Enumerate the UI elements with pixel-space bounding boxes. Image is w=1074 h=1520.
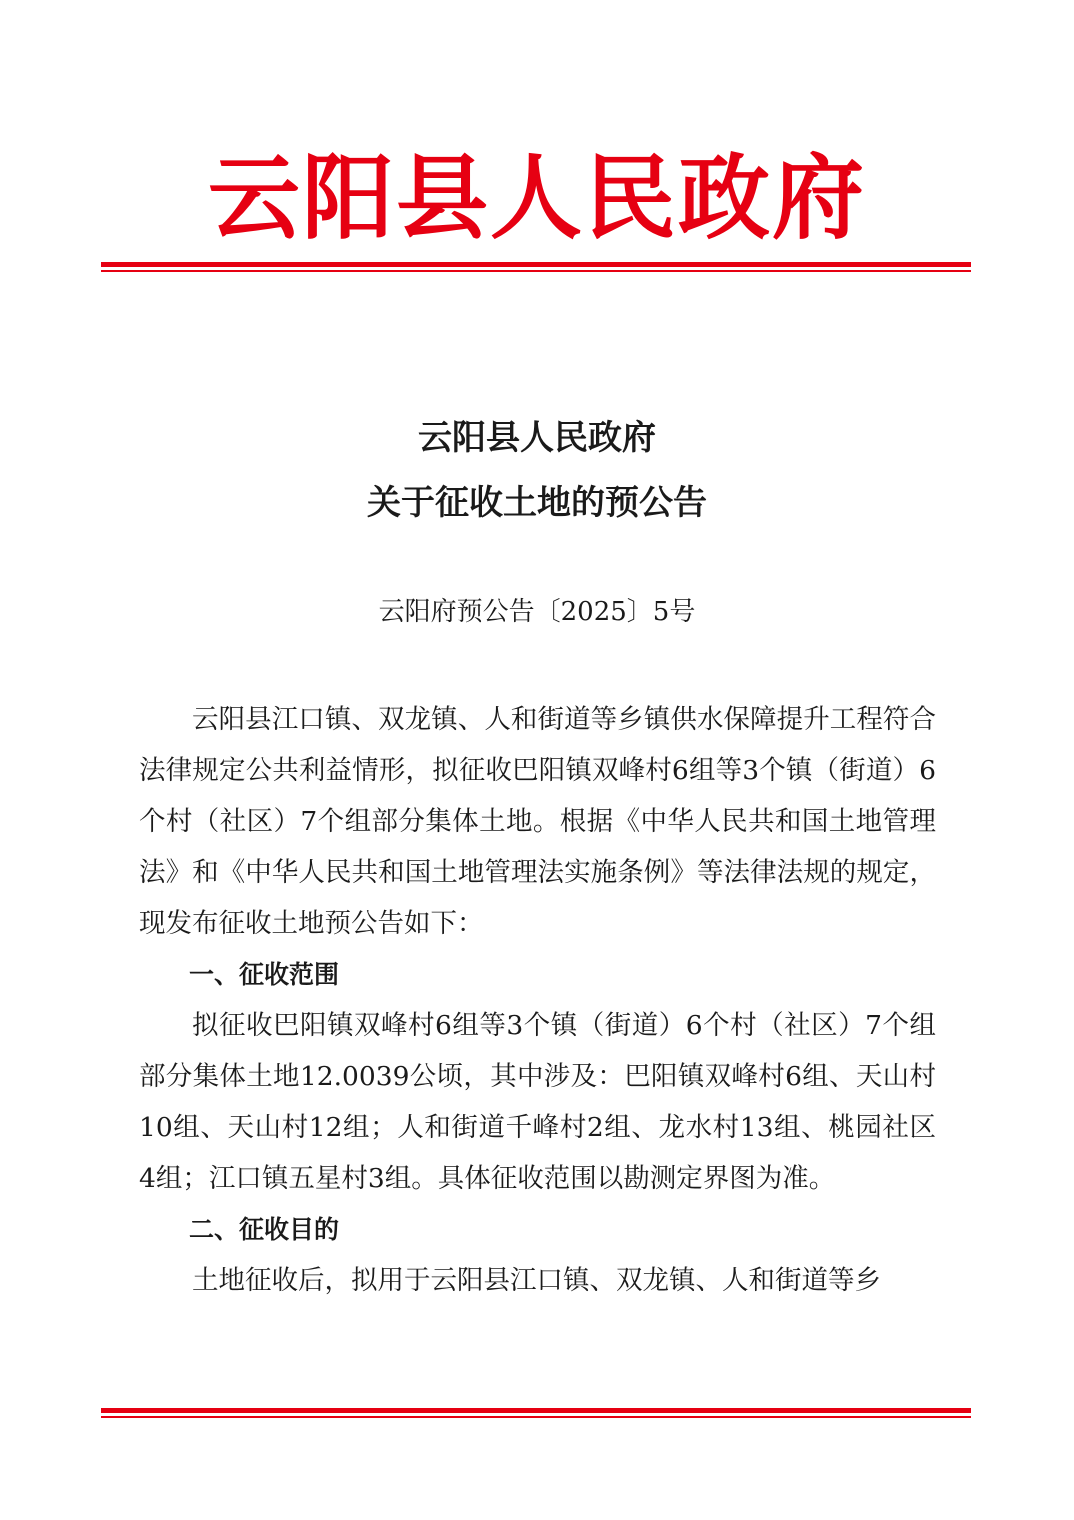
document-title-line-1: 云阳县人民政府	[418, 418, 656, 458]
section-heading-purpose: 二、征收目的	[189, 1215, 340, 1244]
document-title-line-2: 关于征收土地的预公告	[367, 483, 707, 523]
intro-paragraph: 云阳县江口镇、双龙镇、人和街道等乡镇供水保障提升工程符合法律规定公共利益情形，拟征收巴阳镇双峰村6组等3个镇（街道）6个村（社区）7个组部分集体土地。根据《中华人民共和国土地管理法》和《中华人民共和国土地管理法实施条例》等法律法规的规定，现发布征收土地预公告如下：	[139, 704, 936, 939]
section-paragraph-scope: 拟征收巴阳镇双峰村6组等3个镇（街道）6个村（社区）7个组部分集体土地12.0039公顷，其中涉及：巴阳镇双峰村6组、天山村10组、天山村12组；人和街道千峰村2组、龙水村13组、桃园社区4组；江口镇五星村3组。具体征收范围以勘测定界图为准。	[139, 1010, 936, 1194]
masthead-title: 云阳县人民政府	[207, 144, 866, 252]
section-paragraph-purpose: 土地征收后，拟用于云阳县江口镇、双龙镇、人和街道等乡	[192, 1265, 881, 1296]
header-red-rule	[101, 262, 971, 272]
footer-red-rule	[101, 1408, 971, 1418]
document-number: 云阳府预公告〔2025〕5号	[378, 597, 696, 627]
section-heading-scope: 一、征收范围	[189, 960, 340, 989]
document-body	[139, 694, 936, 1306]
